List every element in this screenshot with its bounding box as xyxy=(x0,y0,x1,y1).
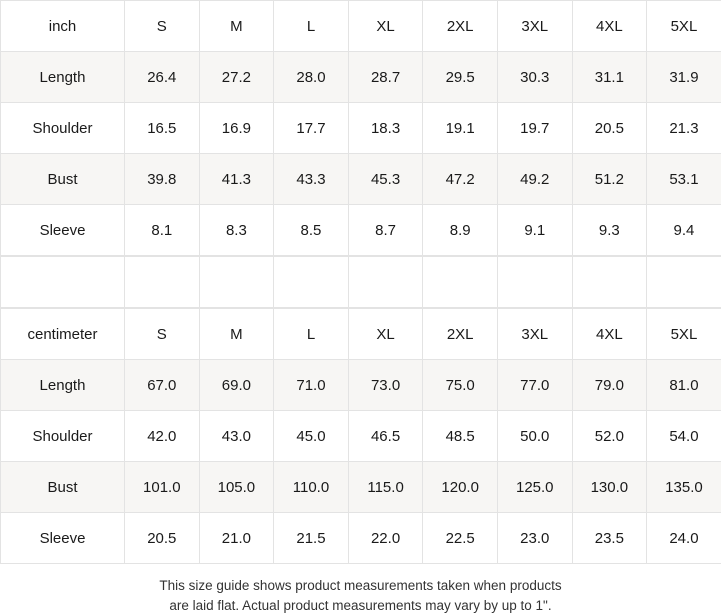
cell-sleeve-5xl: 9.4 xyxy=(647,205,721,256)
table-row xyxy=(1,360,721,411)
cell-length-l: 28.0 xyxy=(274,52,349,103)
size-table-centimeter xyxy=(0,308,721,564)
size-header-4xl: 4XL xyxy=(572,1,647,52)
cell-length-xl: 28.7 xyxy=(348,52,423,103)
cell-sleeve-m: 8.3 xyxy=(199,205,274,256)
table-row xyxy=(1,462,721,513)
table-row xyxy=(1,52,721,103)
cell-shoulder-5xl: 21.3 xyxy=(647,103,721,154)
table-row xyxy=(1,205,721,256)
spacer-row xyxy=(1,257,721,308)
cell-shoulder-l: 17.7 xyxy=(274,103,349,154)
table-row xyxy=(1,103,721,154)
cell-sleeve-3xl: 9.1 xyxy=(497,205,572,256)
cell-shoulder-m: 16.9 xyxy=(199,103,274,154)
cell-length-5xl: 31.9 xyxy=(647,52,721,103)
table-row xyxy=(1,154,721,205)
cell-length-2xl: 29.5 xyxy=(423,52,498,103)
size-header-l: L xyxy=(274,309,349,360)
cell-length-3xl: 30.3 xyxy=(497,52,572,103)
row-label-sleeve: Sleeve xyxy=(1,205,125,256)
unit-label-centimeter: centimeter xyxy=(1,309,125,360)
table-header-row xyxy=(1,1,721,52)
cell-sleeve-s: 8.1 xyxy=(125,205,200,256)
row-label-length: Length xyxy=(1,52,125,103)
cell-sleeve-s: 20.5 xyxy=(125,513,200,564)
cell-shoulder-5xl: 54.0 xyxy=(647,411,721,462)
table-header-row xyxy=(1,309,721,360)
cell-shoulder-2xl: 48.5 xyxy=(423,411,498,462)
size-header-xl: XL xyxy=(348,1,423,52)
cell-sleeve-l: 21.5 xyxy=(274,513,349,564)
table-spacer-band xyxy=(0,256,721,308)
cell-length-2xl: 75.0 xyxy=(423,360,498,411)
cell-bust-5xl: 135.0 xyxy=(647,462,721,513)
cell-length-4xl: 79.0 xyxy=(572,360,647,411)
spacer-cell xyxy=(423,257,498,308)
cell-sleeve-4xl: 23.5 xyxy=(572,513,647,564)
cell-bust-4xl: 51.2 xyxy=(572,154,647,205)
cell-sleeve-xl: 8.7 xyxy=(348,205,423,256)
cell-shoulder-xl: 46.5 xyxy=(348,411,423,462)
cell-bust-4xl: 130.0 xyxy=(572,462,647,513)
row-label-bust: Bust xyxy=(1,462,125,513)
cell-length-l: 71.0 xyxy=(274,360,349,411)
size-header-4xl: 4XL xyxy=(572,309,647,360)
cell-bust-xl: 45.3 xyxy=(348,154,423,205)
cell-length-s: 26.4 xyxy=(125,52,200,103)
spacer-cell xyxy=(274,257,349,308)
cell-length-xl: 73.0 xyxy=(348,360,423,411)
cell-bust-m: 41.3 xyxy=(199,154,274,205)
size-header-l: L xyxy=(274,1,349,52)
cell-shoulder-2xl: 19.1 xyxy=(423,103,498,154)
size-header-5xl: 5XL xyxy=(647,1,721,52)
spacer-cell xyxy=(572,257,647,308)
size-header-xl: XL xyxy=(348,309,423,360)
cell-shoulder-s: 42.0 xyxy=(125,411,200,462)
size-header-2xl: 2XL xyxy=(423,309,498,360)
cell-bust-m: 105.0 xyxy=(199,462,274,513)
cell-sleeve-xl: 22.0 xyxy=(348,513,423,564)
cell-bust-3xl: 49.2 xyxy=(497,154,572,205)
cell-bust-2xl: 47.2 xyxy=(423,154,498,205)
cell-length-m: 69.0 xyxy=(199,360,274,411)
cell-bust-s: 39.8 xyxy=(125,154,200,205)
cell-length-5xl: 81.0 xyxy=(647,360,721,411)
spacer-cell xyxy=(125,257,200,308)
cell-length-4xl: 31.1 xyxy=(572,52,647,103)
size-header-5xl: 5XL xyxy=(647,309,721,360)
row-label-shoulder: Shoulder xyxy=(1,103,125,154)
cell-bust-2xl: 120.0 xyxy=(423,462,498,513)
footnote-line-2: are laid flat. Actual product measurements may vary by up to 1". xyxy=(0,596,721,615)
cell-sleeve-l: 8.5 xyxy=(274,205,349,256)
cell-length-m: 27.2 xyxy=(199,52,274,103)
cell-shoulder-4xl: 20.5 xyxy=(572,103,647,154)
unit-label-inch: inch xyxy=(1,1,125,52)
cell-sleeve-2xl: 22.5 xyxy=(423,513,498,564)
row-label-bust: Bust xyxy=(1,154,125,205)
cell-shoulder-4xl: 52.0 xyxy=(572,411,647,462)
cell-sleeve-5xl: 24.0 xyxy=(647,513,721,564)
size-header-3xl: 3XL xyxy=(497,1,572,52)
footnote-line-1: This size guide shows product measurements taken when products xyxy=(0,576,721,596)
size-header-s: S xyxy=(125,1,200,52)
cell-shoulder-l: 45.0 xyxy=(274,411,349,462)
cell-sleeve-m: 21.0 xyxy=(199,513,274,564)
size-header-2xl: 2XL xyxy=(423,1,498,52)
spacer-cell xyxy=(497,257,572,308)
row-label-length: Length xyxy=(1,360,125,411)
table-row xyxy=(1,411,721,462)
cell-shoulder-3xl: 19.7 xyxy=(497,103,572,154)
row-label-shoulder: Shoulder xyxy=(1,411,125,462)
size-header-m: M xyxy=(199,1,274,52)
cell-sleeve-4xl: 9.3 xyxy=(572,205,647,256)
cell-shoulder-m: 43.0 xyxy=(199,411,274,462)
cell-bust-l: 110.0 xyxy=(274,462,349,513)
spacer-cell xyxy=(348,257,423,308)
cell-length-3xl: 77.0 xyxy=(497,360,572,411)
spacer-cell xyxy=(199,257,274,308)
size-header-3xl: 3XL xyxy=(497,309,572,360)
cell-length-s: 67.0 xyxy=(125,360,200,411)
cell-sleeve-3xl: 23.0 xyxy=(497,513,572,564)
size-table-inch xyxy=(0,0,721,256)
cell-shoulder-s: 16.5 xyxy=(125,103,200,154)
size-header-s: S xyxy=(125,309,200,360)
spacer-cell xyxy=(1,257,125,308)
cell-bust-xl: 115.0 xyxy=(348,462,423,513)
cell-shoulder-3xl: 50.0 xyxy=(497,411,572,462)
cell-sleeve-2xl: 8.9 xyxy=(423,205,498,256)
table-row xyxy=(1,513,721,564)
size-header-m: M xyxy=(199,309,274,360)
cell-bust-3xl: 125.0 xyxy=(497,462,572,513)
size-guide-footnote xyxy=(0,564,721,615)
cell-bust-s: 101.0 xyxy=(125,462,200,513)
row-label-sleeve: Sleeve xyxy=(1,513,125,564)
spacer-cell xyxy=(647,257,721,308)
cell-shoulder-xl: 18.3 xyxy=(348,103,423,154)
cell-bust-5xl: 53.1 xyxy=(647,154,721,205)
cell-bust-l: 43.3 xyxy=(274,154,349,205)
